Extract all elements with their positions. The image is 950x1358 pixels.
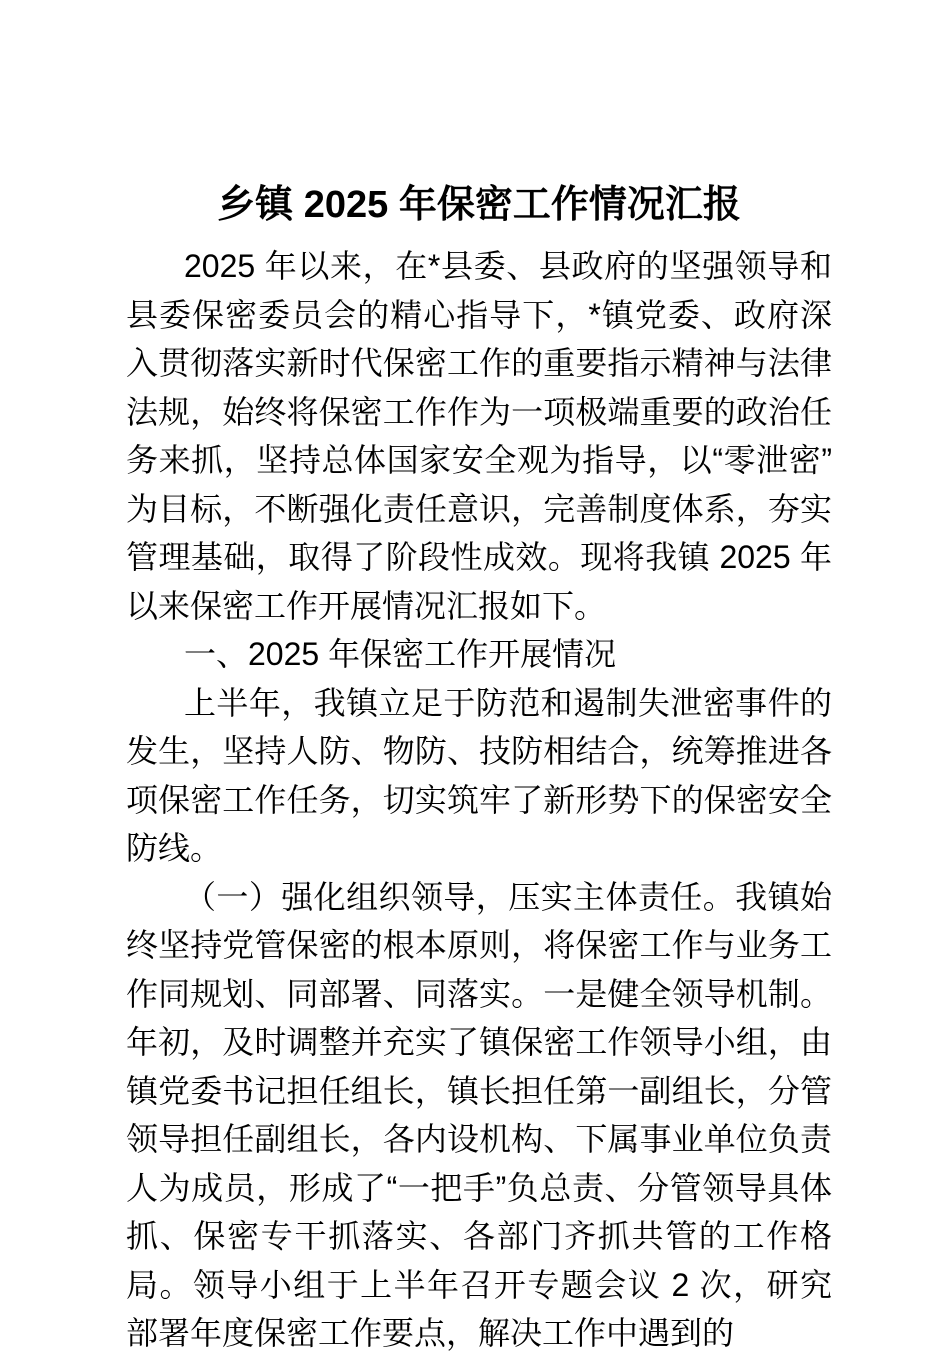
paragraph-intro: 2025 年以来，在*县委、县政府的坚强领导和县委保密委员会的精心指导下，*镇党委、政府深入贯彻落实新时代保密工作的重要指示精神与法律法规，始终将保密工作作为一项极端重要的政治任务来抓，坚持总体国家安全观为指导，以“零泄密”为目标，不断强化责任意识，完善制度体系，夯实管理基础，取得了阶段性成效。现将我镇 2025 年以来保密工作开展情况汇报如下。 — [126, 248, 832, 624]
paragraph-item-1: （一）强化组织领导，压实主体责任。我镇始终坚持党管保密的根本原则，将保密工作与业务工作同规划、同部署、同落实。一是健全领导机制。年初，及时调整并充实了镇保密工作领导小组，由镇党委书记担任组长，镇长担任第一副组长，分管领导担任副组长，各内设机构、下属事业单位负责人为成员，形成了“一把手”负总责、分管领导具体抓、保密专干抓落实、各部门齐抓共管的工作格局。领导小组于上半年召开专题会议 2 次，研究部署年度保密工作要点，解决工作中遇到的 — [126, 878, 832, 1351]
document-title: 乡镇 2025 年保密工作情况汇报 — [217, 184, 741, 226]
section-heading-1: 一、2025 年保密工作开展情况 — [184, 636, 617, 672]
paragraph-overview: 上半年，我镇立足于防范和遏制失泄密事件的发生，坚持人防、物防、技防相结合，统筹推进各项保密工作任务，切实筑牢了新形势下的保密安全防线。 — [126, 684, 832, 866]
document-body — [126, 242, 832, 1358]
